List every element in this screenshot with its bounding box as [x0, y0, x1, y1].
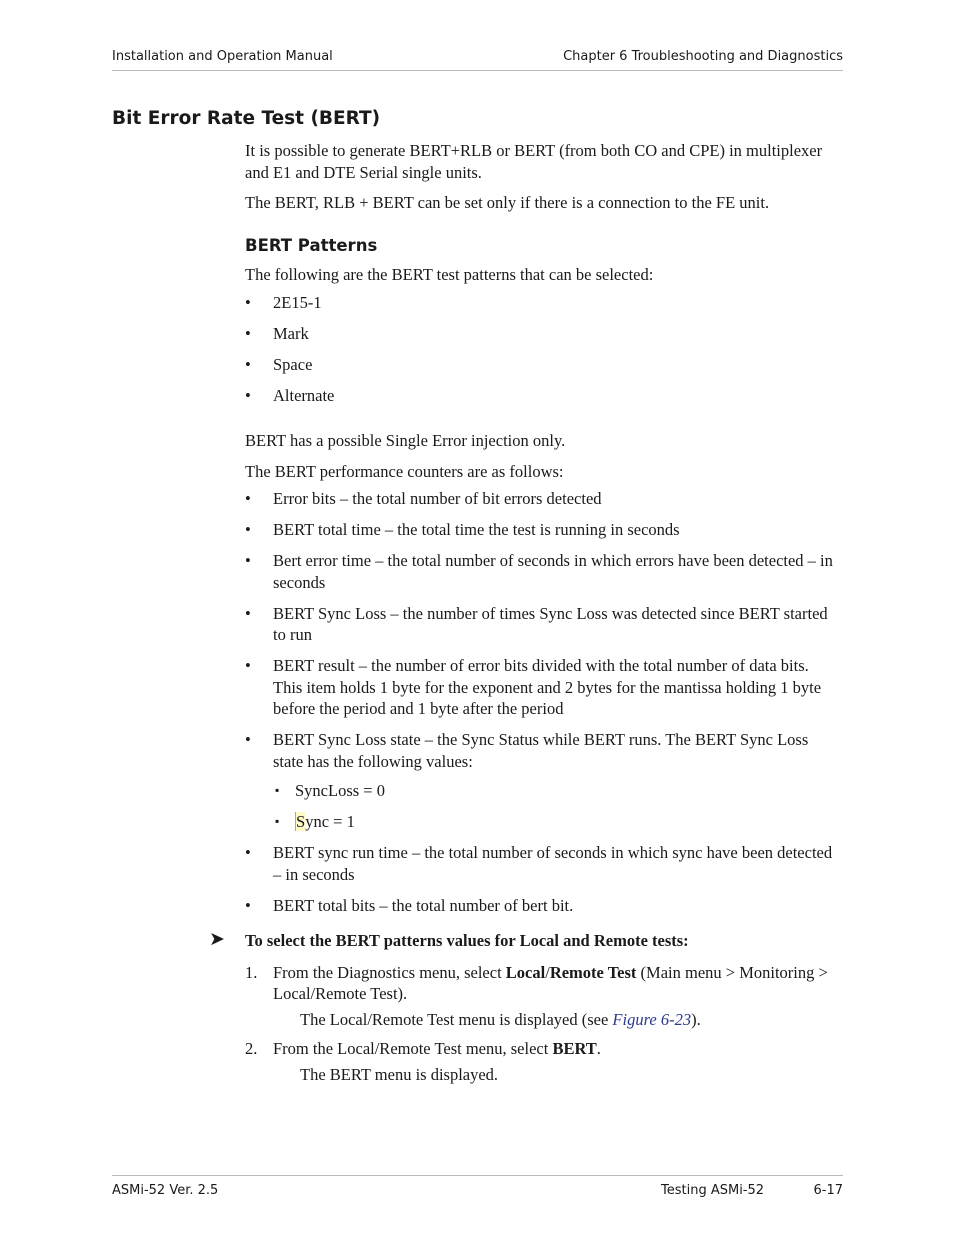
step-result: The BERT menu is displayed. — [300, 1064, 499, 1084]
section-title: Bit Error Rate Test (BERT) — [112, 108, 381, 129]
counters-list — [245, 488, 835, 916]
header-chapter-title: Chapter 6 Troubleshooting and Diagnostics — [563, 49, 843, 64]
sync-values-list — [273, 780, 835, 833]
bert-patterns-heading: BERT Patterns — [245, 235, 378, 255]
sub-list-item: ▪ SyncLoss = 0 — [273, 780, 835, 802]
step-result-text: ). — [691, 1009, 701, 1029]
step-text: / — [545, 962, 550, 982]
list-item: • Space — [245, 354, 835, 376]
step-text: (Main menu > Monitoring > Local/Remote Test). — [273, 962, 828, 1003]
sync-loss-state-text: BERT Sync Loss state – the Sync Status while BERT runs. The BERT Sync Loss state has the following values: — [273, 730, 809, 771]
step-result-text: The Local/Remote Test menu is displayed (see — [300, 1009, 613, 1029]
step-menu-name: BERT — [552, 1039, 597, 1058]
list-item: • Alternate — [245, 385, 835, 407]
sub-list-item — [273, 811, 835, 833]
sync-value-text: ync = 1 — [305, 812, 355, 831]
step-text: From the Local/Remote Test menu, select — [273, 1039, 553, 1058]
list-item — [245, 729, 835, 833]
procedure-heading — [209, 929, 835, 952]
list-item: • BERT Sync Loss – the number of times Sync Loss was detected since BERT started to run — [245, 603, 835, 646]
patterns-lead: The following are the BERT test patterns that can be selected: — [245, 265, 654, 284]
procedure-steps — [245, 962, 835, 1086]
header-manual-title: Installation and Operation Manual — [112, 49, 333, 64]
step-menu-name: Remote Test — [549, 962, 637, 982]
step-menu-name: Local — [505, 962, 546, 982]
step-number: 1. — [245, 962, 258, 982]
step-text: From the Diagnostics menu, select — [273, 962, 506, 982]
list-item: • Bert error time – the total number of seconds in which errors have been detected – in seconds — [245, 550, 835, 593]
procedure-step — [245, 962, 835, 1031]
procedure-title: To select the BERT patterns values for Local and Remote tests: — [245, 931, 689, 950]
procedure-step — [245, 1038, 835, 1085]
list-item: • Error bits – the total number of bit errors detected — [245, 488, 835, 510]
footer-product-version: ASMi-52 Ver. 2.5 — [112, 1183, 219, 1198]
step-text: . — [596, 1039, 601, 1058]
list-item: • BERT total bits – the total number of bert bit. — [245, 895, 835, 917]
step-result — [273, 1009, 835, 1031]
page-header — [112, 48, 843, 71]
footer-section-name: Testing ASMi-52 — [661, 1183, 765, 1198]
procedure-arrow-icon: ➤ — [209, 929, 225, 950]
list-item: • BERT sync run time – the total number of seconds in which sync have been detected – in seconds — [245, 842, 835, 885]
footer-page-number: 6-17 — [813, 1183, 843, 1198]
list-item: • Mark — [245, 323, 835, 345]
list-item: • 2E15-1 — [245, 292, 835, 314]
page-footer — [112, 1175, 843, 1198]
list-item: • BERT total time – the total time the test is running in seconds — [245, 519, 835, 541]
body-content — [209, 140, 835, 1093]
intro-paragraph: The BERT, RLB + BERT can be set only if there is a connection to the FE unit. — [245, 193, 770, 212]
intro-paragraph: It is possible to generate BERT+RLB or BERT (from both CO and CPE) in multiplexer and E1 and DTE Serial single units. — [245, 141, 823, 182]
figure-link[interactable]: Figure 6-23 — [612, 1009, 692, 1029]
counters-lead: The BERT performance counters are as follows: — [245, 461, 564, 481]
error-injection-note: BERT has a possible Single Error injection only. — [245, 431, 566, 450]
patterns-list — [245, 292, 835, 407]
step-number: 2. — [245, 1039, 258, 1058]
list-item: • BERT result – the number of error bits divided with the total number of data bits. This item holds 1 byte for the exponent and 2 bytes for the mantissa holding 1 byte before the period and 1 byte after the period — [245, 655, 835, 720]
text-cursor: S — [296, 812, 306, 831]
